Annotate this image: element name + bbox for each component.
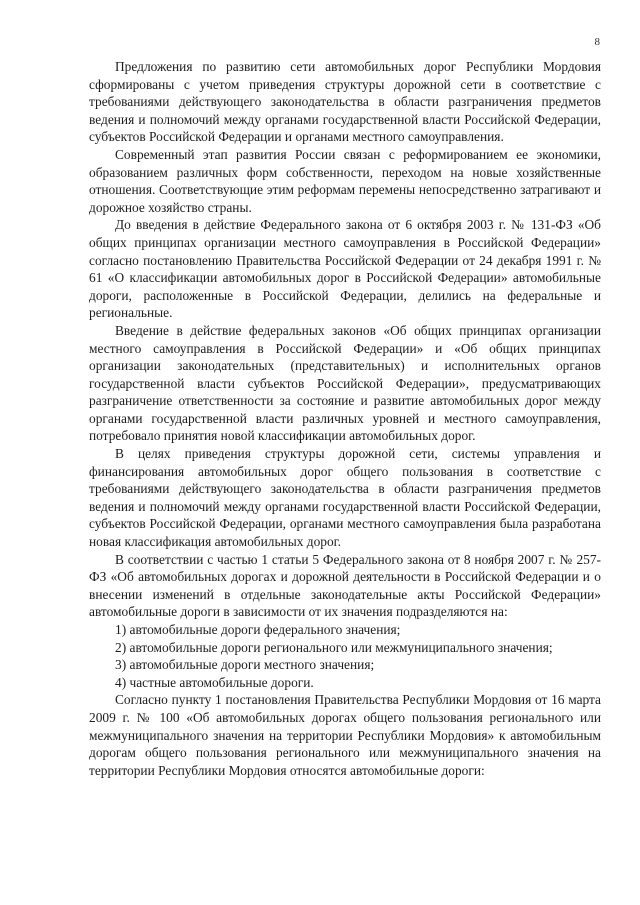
page-number: 8 <box>594 36 600 48</box>
paragraph-current-stage: Современный этап развития России связан с реформированием ее экономики, образованием различных форм собственности, переходом на новые хозяйственные отношения. Соответствующие этим реформам перемены непосредственно затрагивают и дорожное хозяйство страны. <box>89 146 601 215</box>
paragraph-new-classification: В целях приведения структуры дорожной сети, системы управления и финансирования автомобильных дорог общего пользования в соответствие с требованиями действующего законодательства в области разграничения предметов ведения и полномочий между органами государственной власти Российской Федерации, субъектов Российской Федерации, органами местного самоуправления была разработана новая классификация автомобильных дорог. <box>89 446 601 550</box>
paragraph-mordovia-resolution: Согласно пункту 1 постановления Правительства Республики Мордовия от 16 марта 2009 г. № 100 «Об автомобильных дорогах общего пользования регионального или межмуниципального значения на территории Республики Мордовия» к автомобильным дорогам общего пользования регионального или межмуниципального значения на территории Республики Мордовия относятся автомобильные дороги: <box>89 692 601 778</box>
document-body <box>89 58 601 779</box>
paragraph-federal-laws: Введение в действие федеральных законов «Об общих принципах организации местного самоуправления в Российской Федерации» и «Об общих принципах организации законодательных (представительных) и исполнительных органов государственной власти субъектов Российской Федерации», предусматривающих разграничение ответственности за состояние и развитие автомобильных дорог между органами государственной власти различных уровней и местного самоуправления, потребовало принятия новой классификации автомобильных дорог. <box>89 322 601 444</box>
paragraph-law-257: В соответствии с частью 1 статьи 5 Федерального закона от 8 ноября 2007 г. № 257-ФЗ «Об автомобильных дорогах и дорожной деятельности в Российской Федерации и о внесении изменений в отдельные законодательные акты Российской Федерации» автомобильные дороги в зависимости от их значения подразделяются на: <box>89 551 601 620</box>
list-item-regional: 2) автомобильные дороги регионального или межмуниципального значения; <box>115 639 553 655</box>
paragraph-proposals: Предложения по развитию сети автомобильных дорог Республики Мордовия сформированы с учетом приведения структуры дорожной сети в соответствие с требованиями действующего законодательства в области разграничения предметов ведения и полномочий между органами государственной власти Российской Федерации, субъектов Российской Федерации и органами местного самоуправления. <box>89 59 601 145</box>
list-item-private: 4) частные автомобильные дороги. <box>115 674 314 690</box>
list-item-local: 3) автомобильные дороги местного значения; <box>115 657 375 673</box>
paragraph-before-law: До введения в действие Федерального закона от 6 октября 2003 г. № 131-ФЗ «Об общих принципах организации местного самоуправления в Российской Федерации» согласно постановлению Правительства Российской Федерации от 24 декабря 1991 г. № 61 «О классификации автомобильных дорог в Российской Федерации» автомобильные дороги, расположенные в Российской Федерации, делились на федеральные и региональные. <box>89 217 601 321</box>
list-item-federal: 1) автомобильные дороги федерального значения; <box>115 622 401 637</box>
